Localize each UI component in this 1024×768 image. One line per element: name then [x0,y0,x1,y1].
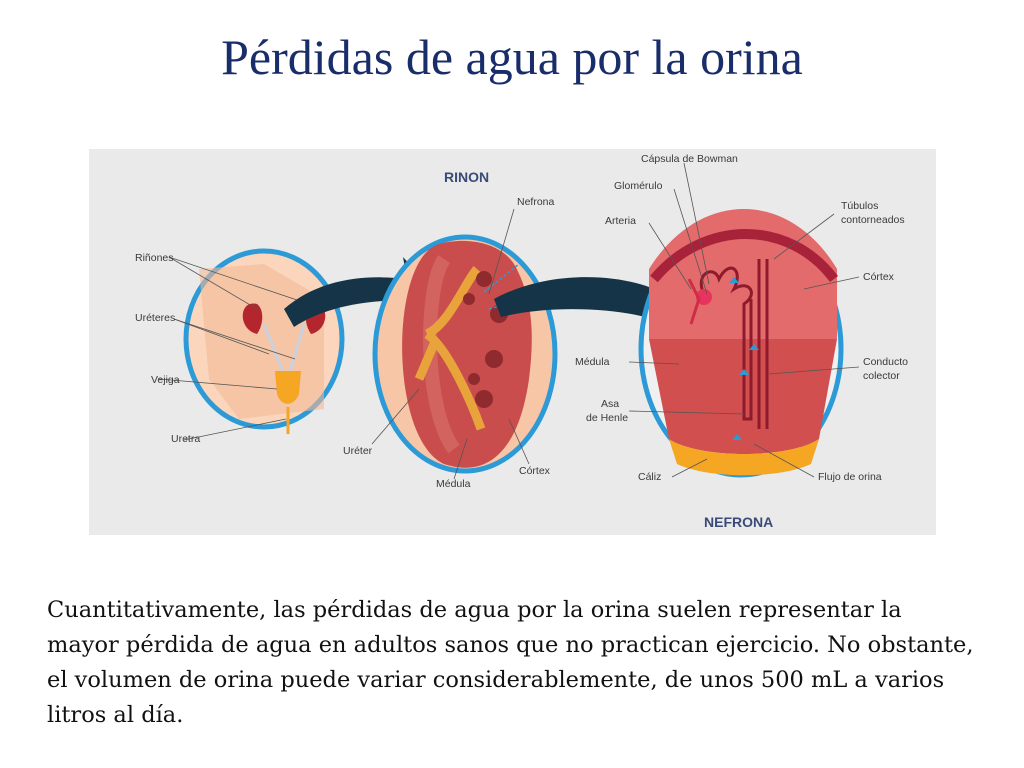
label-glomerulo: Glomérulo [614,180,663,192]
urinary-system-circle [135,251,342,445]
slide-title: Pérdidas de agua por la orina [221,29,803,85]
label-nefrona: Nefrona [517,196,555,208]
label-ureteres: Uréteres [135,312,176,324]
heading-nefrona: NEFRONA [704,514,774,530]
label-cortex-nephron: Córtex [863,271,894,283]
label-asa-1: Asa [601,398,620,410]
label-ureter: Uréter [343,445,373,457]
body-paragraph: Cuantitativamente, las pérdidas de agua por la orina suelen representar la mayor pérdida de agua en adultos sanos que no practican ejercicio. No obstante, el volumen de orina puede variar considerablemente, de unos 500 mL a varios litros al día. [47,597,974,728]
label-arteria: Arteria [605,215,636,227]
kidney-circle [343,169,555,490]
label-conducto-2: colector [863,370,900,382]
heading-rinon: RINON [444,169,490,185]
label-medula-nephron: Médula [575,356,610,368]
label-medula-kidney: Médula [436,478,471,490]
label-rinones: Riñones [135,252,174,264]
label-conducto-1: Conducto [863,356,908,368]
nephron-circle [575,153,908,530]
label-capsula-bowman: Cápsula de Bowman [641,153,738,165]
urinary-diagram [89,149,936,535]
label-asa-2: de Henle [586,412,629,424]
label-uretra: Uretra [171,433,201,445]
label-tubulos-2: contorneados [841,214,905,226]
label-cortex-kidney: Córtex [519,465,550,477]
urinary-system-figure [89,149,936,535]
label-vejiga: Vejiga [151,374,180,386]
kidney-shape [402,241,532,468]
label-flujo-orina: Flujo de orina [818,471,882,483]
label-tubulos-1: Túbulos [841,200,879,212]
label-caliz: Cáliz [638,471,662,483]
